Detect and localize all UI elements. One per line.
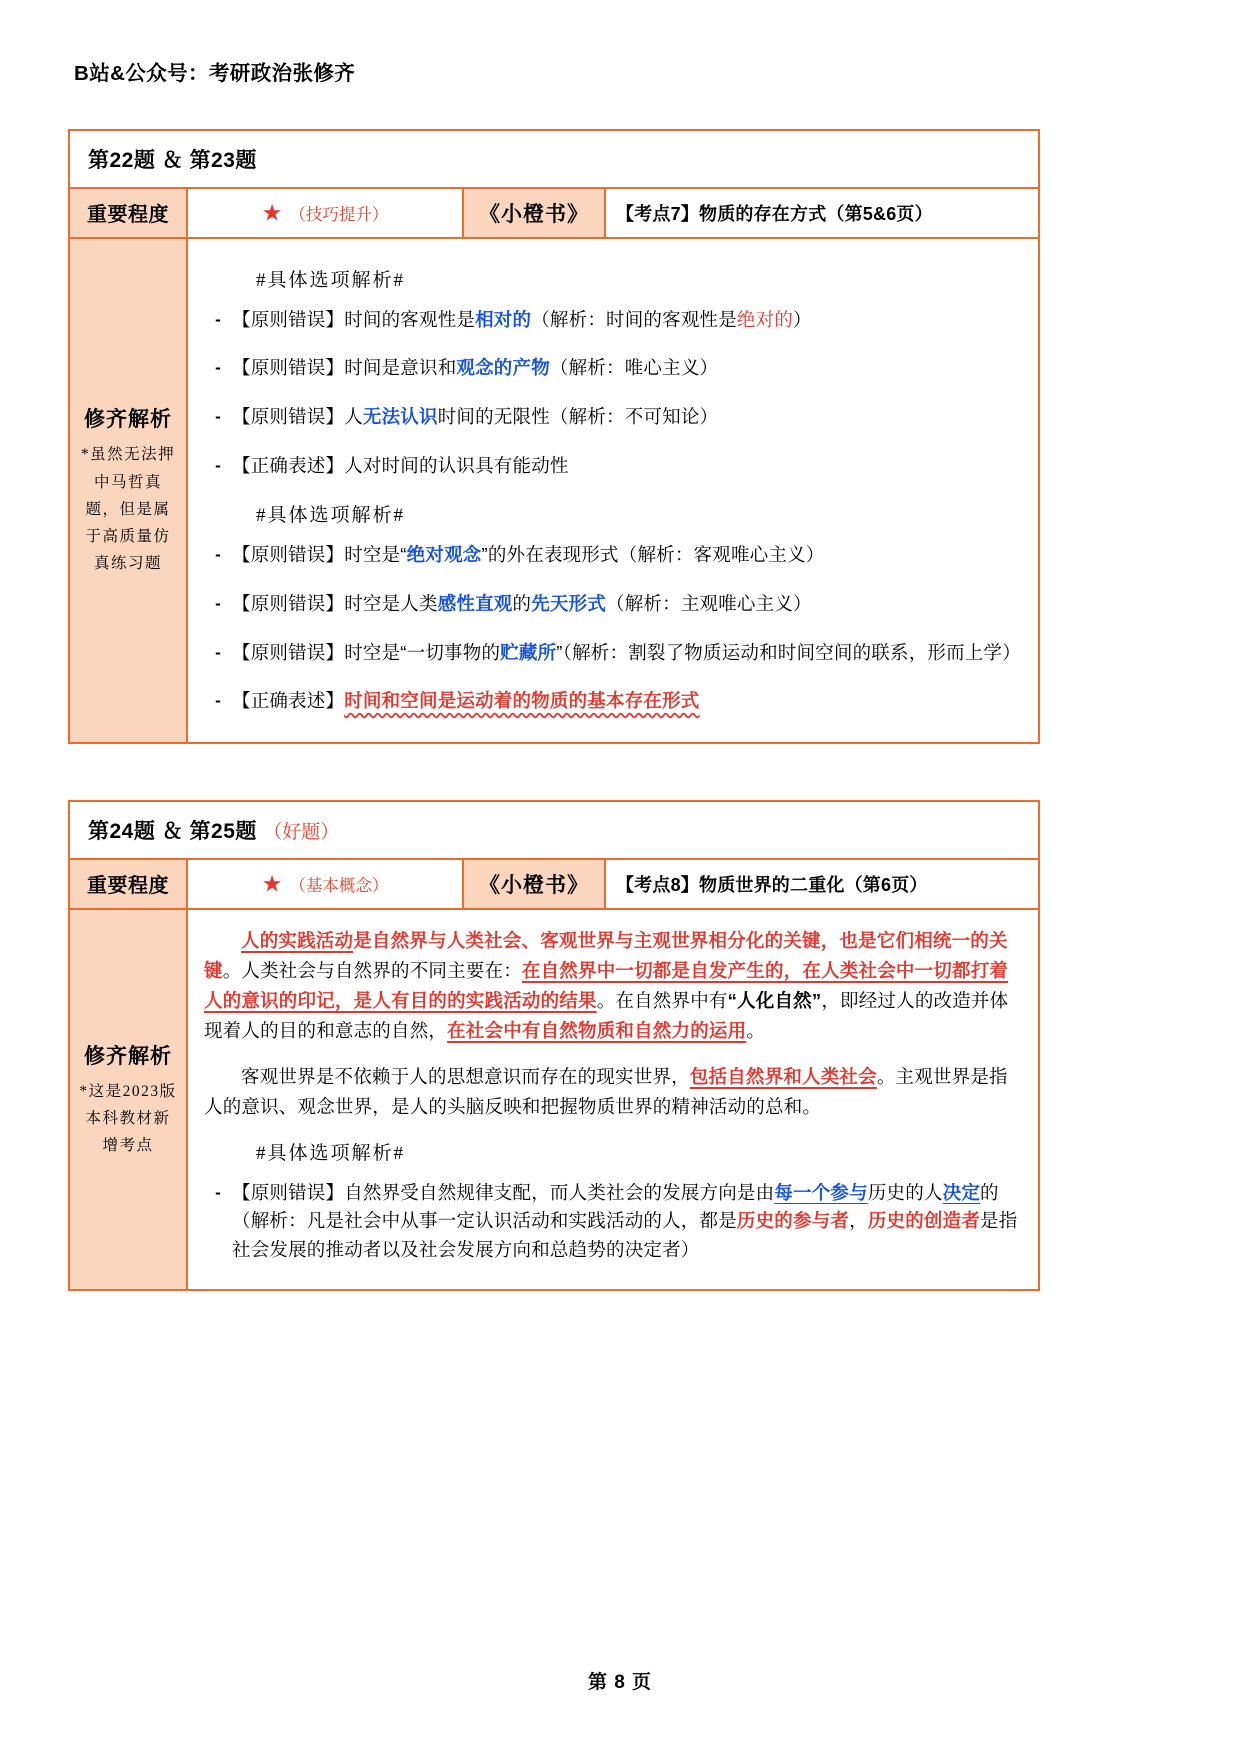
analysis-label-note: *这是2023版本科教材新增考点 <box>79 1082 177 1154</box>
analysis-body <box>187 238 1039 743</box>
section-marker: #具体选项解析# <box>256 505 406 527</box>
list-item <box>204 541 1022 570</box>
bullet-dash: - <box>215 691 221 711</box>
block-title-note: （好题） <box>263 821 340 843</box>
block-title-cell <box>69 801 1039 859</box>
list-item <box>204 1179 1022 1265</box>
question-block-2 <box>68 800 1040 1291</box>
bullet-text: 【原则错误】时空是“一切事物的贮藏所”（解析：割裂了物质运动和时间空间的联系，形而上学） <box>232 641 1021 663</box>
question-block-1 <box>68 129 1040 744</box>
block-title-row <box>69 801 1039 859</box>
section-marker: #具体选项解析# <box>256 1142 406 1164</box>
block-title-cell <box>69 130 1039 188</box>
bullet-text: 【原则错误】时空是人类感性直观的先天形式（解析：主观唯心主义） <box>232 592 812 614</box>
doc-header: B站&公众号：考研政治张修齐 <box>74 62 356 85</box>
star-icon: ★ <box>261 870 283 897</box>
analysis-label: 修齐解析 <box>84 408 172 432</box>
bullet-dash: - <box>215 1182 221 1202</box>
analysis-body <box>187 909 1039 1290</box>
block-title: 第22题 ＆ 第23题 <box>88 148 257 172</box>
bullet-text: 【正确表述】人对时间的认识具有能动性 <box>232 454 569 476</box>
star-note: （基本概念） <box>289 875 389 895</box>
block-title: 第24题 ＆ 第25题 <box>88 819 257 843</box>
analysis-label-note: *虽然无法押中马哲真题，但是属于高质量仿真练习题 <box>80 446 176 572</box>
list-item <box>204 306 1022 335</box>
bullet-dash: - <box>215 642 221 662</box>
list-item <box>204 403 1022 432</box>
star-icon: ★ <box>261 199 283 226</box>
paragraph: 人的实践活动是自然界与人类社会、客观世界与主观世界相分化的关键，也是它们相统一的关键。人类社会与自然界的不同主要在：在自然界中一切都是自发产生的，在人类社会中一切都打着人的意识的印记，是人有目的的实践活动的结果。在自然界中有“人化自然”，即经过人的改造并体现着人的目的和意志的自然，在社会中有自然物质和自然力的运用。 <box>204 929 1009 1041</box>
knowledge-point: 【考点8】物质世界的二重化（第6页） <box>605 859 1039 909</box>
bullet-dash: - <box>215 358 221 378</box>
importance-label: 重要程度 <box>69 188 187 238</box>
bullet-dash: - <box>215 545 221 565</box>
importance-label: 重要程度 <box>69 859 187 909</box>
bullet-text: 【原则错误】时间是意识和观念的产物（解析：唯心主义） <box>232 357 719 379</box>
bullet-text: 【原则错误】自然界受自然规律支配，而人类社会的发展方向是由每一个参与历史的人决定的（解析：凡是社会中从事一定认识活动和实践活动的人，都是历史的参与者，历史的创造者是指社会发展的推动者以及社会发展方向和总趋势的决定者） <box>232 1181 1018 1261</box>
star-note: （技巧提升） <box>289 204 389 224</box>
bullet-dash: - <box>215 455 221 475</box>
book-reference: 《小橙书》 <box>463 859 605 909</box>
bullet-text: 【原则错误】人无法认识时间的无限性（解析：不可知论） <box>232 405 719 427</box>
bullet-dash: - <box>215 406 221 426</box>
importance-rating-cell <box>187 859 463 909</box>
list-item <box>204 639 1022 668</box>
analysis-row <box>69 909 1039 1290</box>
bullet-text: 【正确表述】时间和空间是运动着的物质的基本存在形式 <box>232 690 700 712</box>
list-item <box>204 354 1022 383</box>
importance-row <box>69 188 1039 238</box>
section-marker: #具体选项解析# <box>256 269 406 291</box>
book-reference: 《小橙书》 <box>463 188 605 238</box>
paragraph: 客观世界是不依赖于人的思想意识而存在的现实世界，包括自然界和人类社会。主观世界是指人的意识、观念世界，是人的头脑反映和把握物质世界的精神活动的总和。 <box>204 1065 1008 1117</box>
knowledge-point: 【考点7】物质的存在方式（第5&6页） <box>605 188 1039 238</box>
list-item <box>204 452 1022 481</box>
bullet-dash: - <box>215 593 221 613</box>
analysis-row <box>69 238 1039 743</box>
importance-rating-cell <box>187 188 463 238</box>
importance-row <box>69 859 1039 909</box>
block-title-row <box>69 130 1039 188</box>
list-item <box>204 687 1022 716</box>
analysis-label-cell <box>69 238 187 743</box>
list-item <box>204 590 1022 619</box>
page-footer: 第 8 页 <box>587 1672 653 1693</box>
bullet-dash: - <box>215 309 221 329</box>
bullet-text: 【原则错误】时空是“绝对观念”的外在表现形式（解析：客观唯心主义） <box>232 544 825 566</box>
bullet-text: 【原则错误】时间的客观性是相对的（解析：时间的客观性是绝对的） <box>232 308 812 330</box>
analysis-label: 修齐解析 <box>84 1044 172 1068</box>
analysis-label-cell <box>69 909 187 1290</box>
